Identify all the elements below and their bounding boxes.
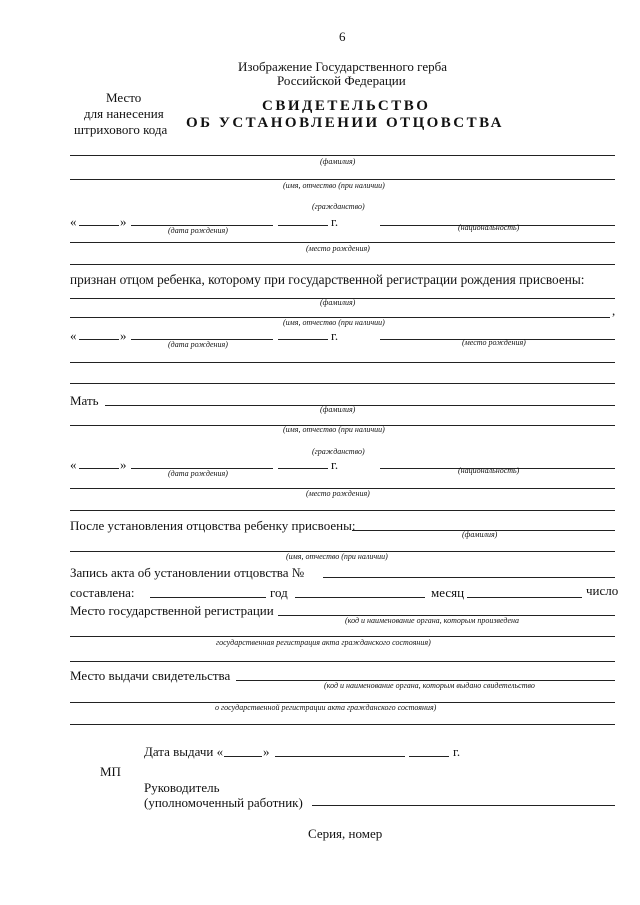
issue-place-line-3 (70, 724, 615, 725)
barcode-place-line3: штрихового кода (74, 122, 168, 137)
registration-place-hint-1: (код и наименование органа, которым произведена (345, 616, 520, 625)
father-birth-date-hint: (дата рождения) (168, 226, 228, 235)
father-year-abbr: г. (331, 214, 339, 229)
child-year-abbr: г. (331, 328, 339, 343)
issue-year-abbr: г. (453, 744, 461, 759)
mother-birth-place-line-2 (70, 510, 615, 511)
composed-year-label: год (270, 585, 288, 600)
child-name-hint: (имя, отчество (при наличии) (283, 318, 385, 327)
mother-surname-hint: (фамилия) (320, 405, 356, 414)
emblem-caption-line1: Изображение Государственного герба (238, 59, 447, 74)
child-birth-place-hint: (место рождения) (462, 338, 526, 347)
father-year-line (278, 225, 328, 226)
document-title-line2: ОБ УСТАНОВЛЕНИИ ОТЦОВСТВА (186, 115, 505, 131)
issue-place-hint-1: (код и наименование органа, которым выдано свидетельство (324, 681, 535, 690)
mother-year-abbr: г. (331, 457, 339, 472)
child-birth-date-hint: (дата рождения) (168, 340, 228, 349)
composed-day-line (467, 597, 582, 598)
child-name-comma: , (612, 303, 616, 318)
child-day-line (79, 339, 119, 340)
recognized-statement: признан отцом ребенка, которому при государственной регистрации рождения присвоены: (70, 272, 585, 287)
issue-place-hint-2: о государственной регистрации акта гражданского состояния) (215, 703, 437, 712)
composed-day-label: число (586, 583, 619, 598)
registration-place-hint-2: государственная регистрация акта гражданского состояния) (216, 638, 431, 647)
barcode-place-line2: для нанесения (84, 106, 164, 121)
father-citizenship-hint: (гражданство) (312, 202, 365, 211)
mother-year-line (278, 468, 328, 469)
registration-place-line-2 (70, 636, 615, 637)
mother-birth-date-hint: (дата рождения) (168, 469, 228, 478)
head-label-line2: (уполномоченный работник) (144, 795, 303, 810)
father-birth-place-line-2 (70, 264, 615, 265)
document-title-line1: СВИДЕТЕЛЬСТВО (262, 98, 431, 114)
issue-year-line (409, 756, 449, 757)
father-birth-place-line (70, 242, 615, 243)
registration-place-line-3 (70, 661, 615, 662)
mother-name-hint: (имя, отчество (при наличии) (283, 425, 385, 434)
father-date-close-quote: » (120, 214, 127, 229)
mother-label: Мать (70, 393, 99, 408)
child-birth-place-line-2 (70, 362, 615, 363)
child-surname-hint: (фамилия) (320, 298, 356, 307)
mother-citizenship-hint: (гражданство) (312, 447, 365, 456)
issue-date-label: Дата выдачи « (144, 744, 224, 759)
new-surname-hint: (фамилия) (462, 530, 498, 539)
composed-year-line (150, 597, 266, 598)
mother-surname-line (105, 405, 615, 406)
child-date-close-quote: » (120, 328, 127, 343)
child-date-open-quote: « (70, 328, 77, 343)
record-number-label: Запись акта об установлении отцовства № (70, 565, 305, 580)
father-nationality-hint: (национальность) (458, 223, 520, 232)
composed-month-line (295, 597, 425, 598)
head-label-line1: Руководитель (144, 780, 220, 795)
child-birth-place-line-3 (70, 383, 615, 384)
father-day-line (79, 225, 119, 226)
registration-place-label: Место государственной регистрации (70, 603, 274, 618)
mother-birth-place-hint: (место рождения) (306, 489, 370, 498)
father-name-line (70, 179, 615, 180)
mother-nationality-hint: (национальность) (458, 466, 520, 475)
new-name-hint: (имя, отчество (при наличии) (286, 552, 388, 561)
mother-day-line (79, 468, 119, 469)
page-number: 6 (339, 29, 346, 44)
composed-label: составлена: (70, 585, 135, 600)
father-name-hint: (имя, отчество (при наличии) (283, 181, 385, 190)
issue-day-line (224, 756, 262, 757)
father-surname-hint: (фамилия) (320, 157, 356, 166)
issue-month-line (275, 756, 405, 757)
head-signature-line (312, 805, 615, 806)
barcode-place-line1: Место (106, 90, 142, 105)
record-number-line (323, 577, 615, 578)
series-number-label: Серия, номер (308, 826, 383, 841)
father-date-open-quote: « (70, 214, 77, 229)
issue-date-close-quote: » (263, 744, 270, 759)
stamp-label: МП (100, 764, 121, 779)
father-birth-place-hint: (место рождения) (306, 244, 370, 253)
after-paternity-label: После установления отцовства ребенку присвоены: (70, 518, 356, 533)
mother-date-close-quote: » (120, 457, 127, 472)
composed-month-label: месяц (431, 585, 465, 600)
emblem-caption-line2: Российской Федерации (277, 73, 406, 88)
child-year-line (278, 339, 328, 340)
issue-place-label: Место выдачи свидетельства (70, 668, 231, 683)
father-surname-line (70, 155, 615, 156)
mother-date-open-quote: « (70, 457, 77, 472)
